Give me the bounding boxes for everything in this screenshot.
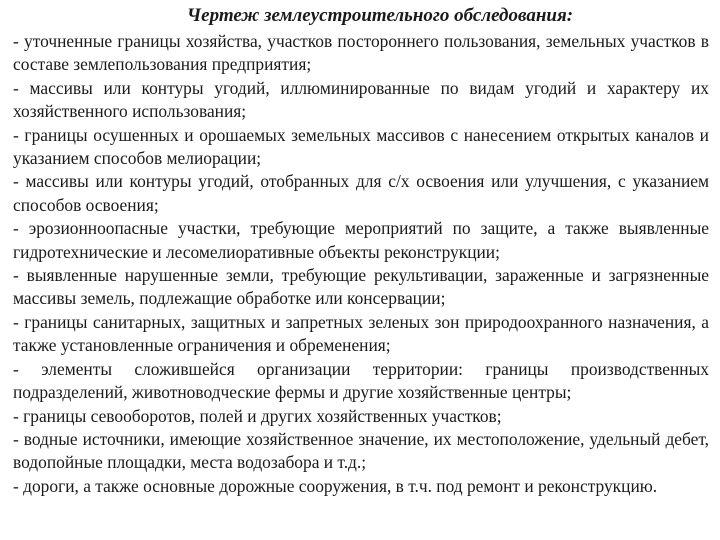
list-item: - массивы или контуры угодий, отобранных для с/х освоения или улучшения, с указанием способов освоения; (13, 171, 709, 215)
list-item: - водные источники, имеющие хозяйственное значение, их местоположение, удельный дебет, водопойные площадки, места водозабора и т.д.; (13, 428, 709, 473)
list-item: - границы осушенных и орошаемых земельных массивов с нанесением открытых каналов и указанием способов мелиорации; (13, 124, 709, 169)
list-item: - уточненные границы хозяйства, участков постороннего пользования, земельных участков в составе землепользования предприятия; (13, 31, 709, 75)
requirements-list (13, 30, 709, 498)
list-item: - границы севооборотов, полей и других хозяйственных участков; (13, 405, 502, 426)
list-item: - эрозионноопасные участки, требующие мероприятий по защите, а также выявленные гидротехнические и лесомелиоративные объекты реконструкции; (13, 218, 709, 262)
list-item: - дороги, а также основные дорожные сооружения, в т.ч. под ремонт и реконструкцию. (13, 475, 658, 496)
list-item: - границы санитарных, защитных и запретных зеленых зон природоохранного назначения, а также установленные ограничения и обременения; (13, 311, 709, 356)
document-title: Чертеж землеустроительного обследования: (186, 5, 574, 26)
list-item: - массивы или контуры угодий, иллюминированные по видам угодий и характеру их хозяйственного использования; (13, 77, 709, 122)
list-item: - элементы сложившейся организации территории: границы производственных подразделений, животноводческие фермы и другие хозяйственные центры; (13, 358, 709, 403)
document-page (13, 4, 709, 498)
list-item: - выявленные нарушенные земли, требующие рекультивации, зараженные и загрязненные массивы земель, подлежащие обработке или консервации; (13, 265, 709, 309)
